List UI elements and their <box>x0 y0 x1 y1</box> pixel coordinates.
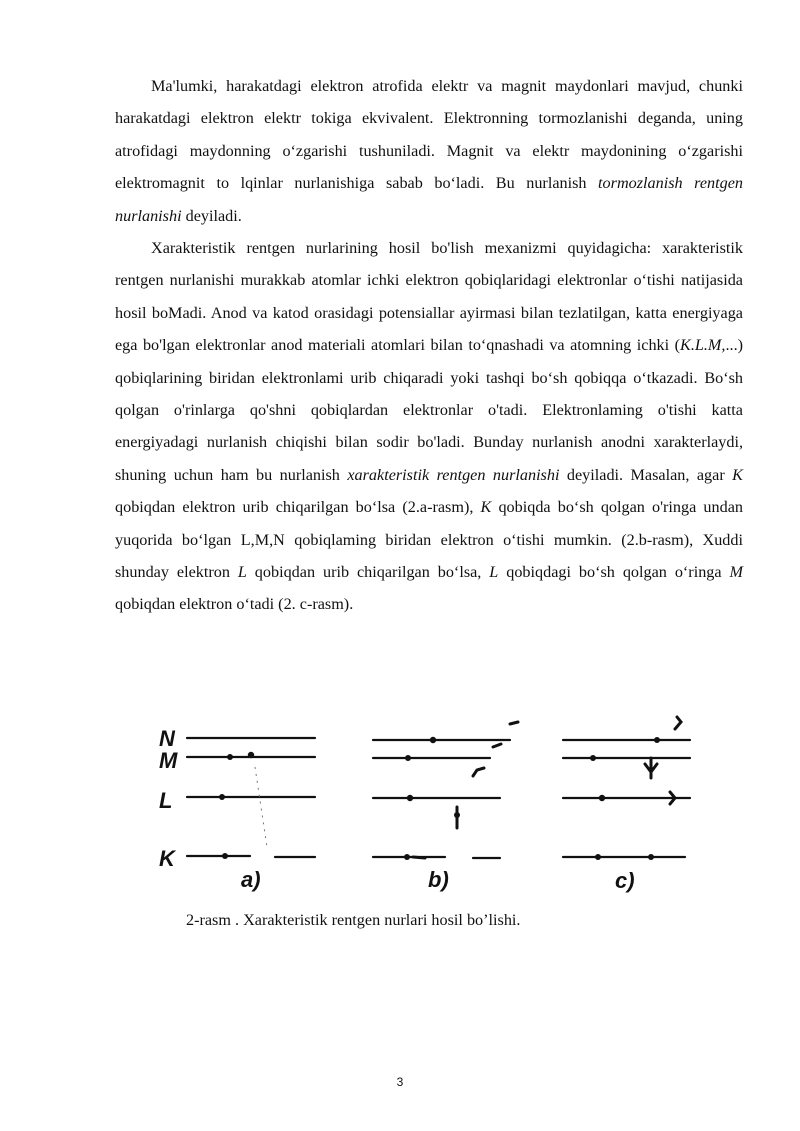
panel-label-b: b) <box>428 867 449 892</box>
text-run: qobiqdan elektron o‘tadi (2. c-rasm). <box>115 595 354 614</box>
page-number: 3 <box>396 1075 404 1089</box>
italic-text-run: tormozlanish rentgen nurlanishi <box>115 174 743 225</box>
level-label-k: K <box>159 846 175 871</box>
italic-text-run: M <box>729 563 743 582</box>
panel-label-c: c) <box>615 868 635 893</box>
italic-text-run: L <box>489 563 499 582</box>
text-run: deyiladi. Masalan, agar <box>559 465 733 484</box>
energy-level-figure <box>155 712 695 902</box>
level-label-l: L <box>159 788 173 813</box>
italic-text-run: xarakteristik rentgen nurlanishi <box>347 465 560 484</box>
text-run: deyiladi. <box>181 206 242 225</box>
text-run: qobiqdagi bo‘sh qolgan o‘ringa <box>498 563 730 582</box>
italic-text-run: K <box>480 498 492 517</box>
paragraph-2 <box>115 232 743 621</box>
italic-text-run: K.L.M, <box>680 336 726 355</box>
text-run: qobiqdan elektron urib chiqarilgan bo‘lsa (2.a-rasm), <box>115 498 481 517</box>
italic-text-run: L <box>237 563 247 582</box>
text-run: qobiqda bo‘sh qolgan o'ringa undan yuqorida bo‘lgan L,M,N qobiqlaming biridan elektron o‘tishi mumkin. (2.b-rasm), Xuddi shunday elektron <box>115 498 743 582</box>
paragraph-1 <box>115 70 743 232</box>
text-run: Xarakteristik rentgen nurlarining hosil bo'lish mexanizmi quyidagicha: xarakteristik rentgen nurlanishi murakkab atomlar ichki elektron qobiqlaridagi elektronlar o‘tishi natijasida hosil boMadi. Anod va katod orasidagi potensiallar ayirmasi bilan tezlatilgan, katta energiyaga ega bo'lgan elektronlar anod materiali atomlari bilan to‘qnashadi va atomning ichki ( <box>115 239 743 355</box>
text-run: ...) qobiqlarining biridan elektronlami urib chiqaradi yoki tashqi bo‘sh qobiqqa o‘tkazadi. Bo‘sh qolgan o'rinlarga qo'shni qobiqlardan elektronlar o'tadi. Elektronlaming o'tishi katta energiyadagi nurlanish chiqishi bilan sodir bo'ladi. Bunday nurlanish anodni xarakterlaydi, shuning uchun ham bu nurlanish <box>115 336 743 484</box>
level-label-n: N <box>159 726 175 751</box>
text-run: qobiqdan urib chiqarilgan bo‘lsa, <box>246 563 490 582</box>
level-label-m: M <box>159 748 178 773</box>
panel-label-a: a) <box>241 867 261 892</box>
figure-caption: 2-rasm . Xarakteristik rentgen nurlari hosil bo’lishi. <box>186 911 521 929</box>
text-run: Ma'lumki, harakatdagi elektron atrofida elektr va magnit maydonlari mavjud, chunki harakatdagi elektron elektr tokiga ekvivalent. Elektronning tormozlanishi deganda, uning atrofidagi maydonning o‘zgarishi tushuniladi. Magnit va elektr maydonining o‘zgarishi elektromagnit to lqinlar nurlanishiga sabab bo‘ladi. Bu nurlanish <box>115 77 743 193</box>
italic-text-run: K <box>732 465 743 484</box>
